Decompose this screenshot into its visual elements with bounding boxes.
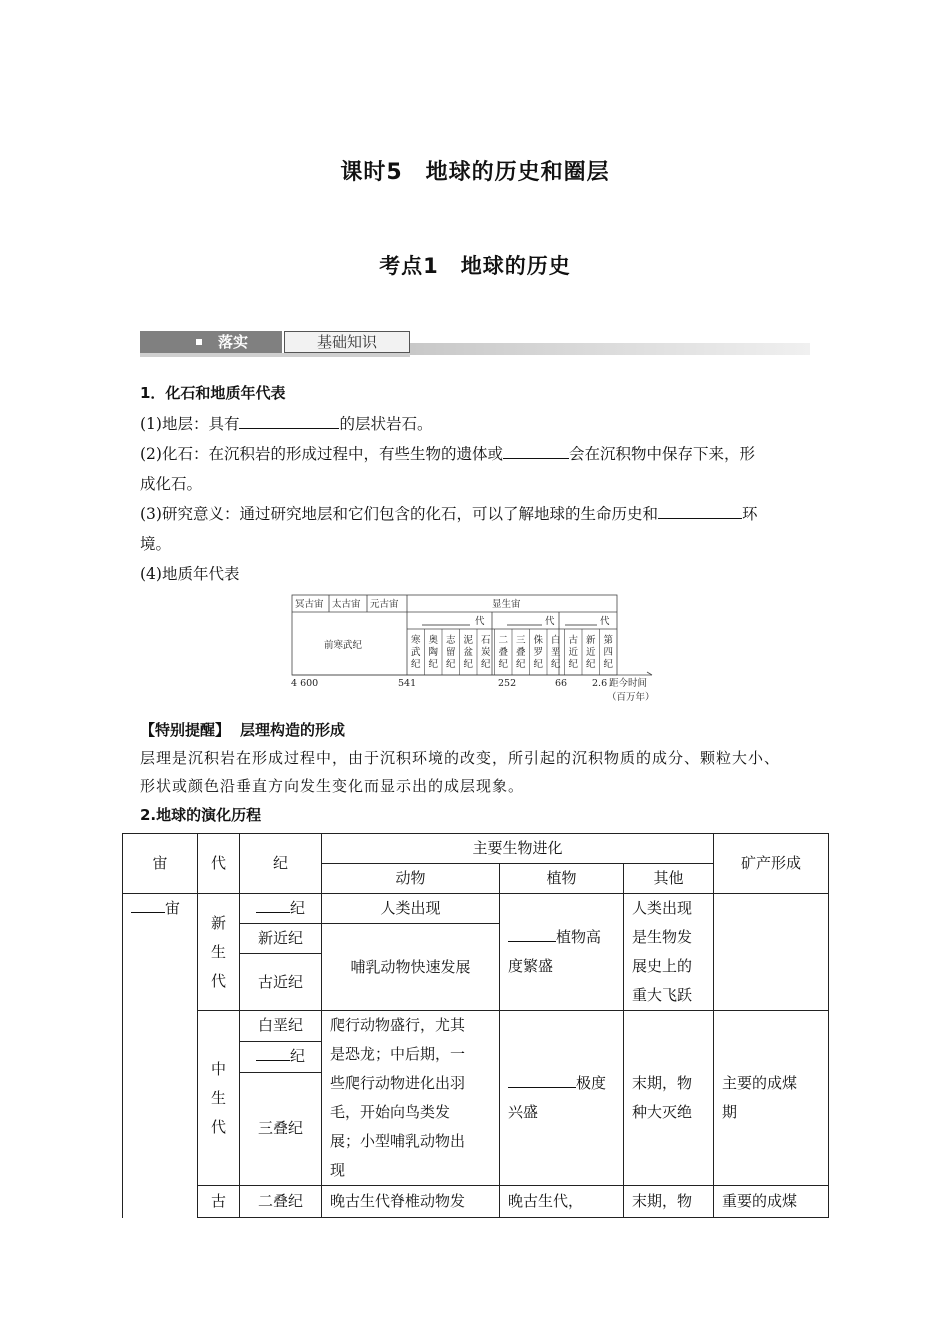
banner-gradient xyxy=(410,343,810,355)
period-label-char: 纪 xyxy=(515,659,526,670)
period-jurassic: 纪 xyxy=(240,1041,322,1072)
period-label-char: 纪 xyxy=(480,659,491,670)
period-label-char: 陶 xyxy=(428,647,439,658)
tip-heading xyxy=(140,715,812,745)
paragraph-3: (3)研究意义：通过研究地层和它们包含的化石，可以了解地球的生命历史和 环 境。 xyxy=(140,499,812,559)
section2-heading: 2.地球的演化历程 xyxy=(140,806,262,824)
period-label-char: 志 xyxy=(445,635,456,646)
era-paleozoic-label: 代 xyxy=(475,616,485,627)
period-label-char: 寒 xyxy=(410,635,421,646)
header-period: 纪 xyxy=(240,834,322,894)
period-label-char: 纪 xyxy=(585,659,596,670)
other-cenozoic: 人类出现 是生物发 展史上的 重大飞跃 xyxy=(624,894,714,1011)
eon-archean: 太古宙 xyxy=(332,599,361,610)
eon-phanerozoic: 显生宙 xyxy=(492,599,521,610)
era-mesozoic: 中 生 代 xyxy=(198,1011,240,1186)
period-label-char: 侏 xyxy=(533,635,544,646)
header-animal: 动物 xyxy=(322,864,500,894)
mineral-cenozoic xyxy=(714,894,829,1011)
mineral-paleozoic: 重要的成煤 xyxy=(714,1186,829,1218)
section-title: 考点1 地球的历史 xyxy=(379,254,571,278)
period-cretaceous: 白垩纪 xyxy=(240,1011,322,1042)
plant-paleozoic: 晚古生代， xyxy=(500,1186,624,1218)
era-cenozoic-label: 代 xyxy=(600,616,610,627)
header-era: 代 xyxy=(198,834,240,894)
mineral-mesozoic: 主要的成煤 期 xyxy=(714,1011,829,1186)
eon-proterozoic: 元古宙 xyxy=(370,599,399,610)
other-paleozoic: 末期，物 xyxy=(624,1186,714,1218)
tick-66: 66 xyxy=(555,678,568,689)
period-paleogene: 古近纪 xyxy=(240,954,322,1011)
tip-label: 【特别提醒】 xyxy=(140,721,231,739)
banner-left: 落实 xyxy=(140,331,282,353)
page-title: 课时5 地球的历史和圈层 xyxy=(340,160,610,185)
tick-2-6: 2.6 xyxy=(592,678,608,689)
plant-mesozoic: 极度 兴盛 xyxy=(500,1011,624,1186)
tick-541: 541 xyxy=(398,678,417,689)
period-label-char: 新 xyxy=(585,635,596,646)
tip-line-1: 层理是沉积岩在形成过程中，由于沉积环境的改变，所引起的沉积物质的成分、颗粒大小、 xyxy=(140,749,781,767)
period-label-char: 二 xyxy=(498,635,509,646)
period-label-char: 四 xyxy=(603,647,614,658)
geologic-timeline xyxy=(287,592,662,707)
period-label-char: 奥 xyxy=(428,635,439,646)
paragraph-1: (1)地层：具有 的层状岩石。 xyxy=(140,409,812,439)
period-label-char: 炭 xyxy=(480,647,491,658)
plant-cenozoic: 植物高 度繁盛 xyxy=(500,894,624,1011)
axis-label: 距今时间 xyxy=(609,678,648,689)
era-paleozoic: 古 xyxy=(198,1186,240,1218)
paragraph-4: (4)地质年代表 xyxy=(140,565,240,583)
era-cenozoic: 新 生 代 xyxy=(198,894,240,1011)
banner-base xyxy=(140,353,410,357)
banner-right: 基础知识 xyxy=(284,331,410,353)
header-mineral: 矿产形成 xyxy=(714,834,829,894)
period-triassic: 三叠纪 xyxy=(240,1072,322,1185)
period-label-char: 垩 xyxy=(550,647,561,658)
tip-line-2: 形状或颜色沿垂直方向发生变化而显示出的成层现象。 xyxy=(140,777,525,795)
period-label-char: 叠 xyxy=(515,647,526,658)
period-label-char: 纪 xyxy=(550,659,561,670)
precambrian-label: 前寒武纪 xyxy=(324,640,363,651)
period-label-char: 纪 xyxy=(445,659,456,670)
paragraph-2: (2)化石：在沉积岩的形成过程中，有些生物的遗体或 会在沉积物中保存下来，形 成化石。 xyxy=(140,439,812,499)
period-label-char: 石 xyxy=(480,635,491,646)
eon-hadean: 冥古宙 xyxy=(295,599,324,610)
period-label-char: 纪 xyxy=(568,659,579,670)
period-label-char: 纪 xyxy=(463,659,474,670)
tick-4600: 4 600 xyxy=(291,678,319,689)
tip-title: 层理构造的形成 xyxy=(240,721,346,739)
period-label-char: 武 xyxy=(410,647,421,658)
period-label-char: 盆 xyxy=(463,647,474,658)
section-banner xyxy=(140,331,810,357)
era-mesozoic-label: 代 xyxy=(545,616,555,627)
period-label-char: 纪 xyxy=(603,659,614,670)
period-label-char: 留 xyxy=(445,647,456,658)
header-eon: 宙 xyxy=(123,834,198,894)
period-label-char: 纪 xyxy=(428,659,439,670)
period-neogene: 新近纪 xyxy=(240,924,322,954)
animal-quaternary: 人类出现 xyxy=(322,894,500,924)
eon-cell: 宙 xyxy=(123,894,198,1218)
period-label-char: 泥 xyxy=(463,635,474,646)
timeline-svg xyxy=(287,592,662,707)
period-label-char: 纪 xyxy=(533,659,544,670)
section1-heading: 1．化石和地质年代表 xyxy=(140,384,286,402)
period-quaternary: 纪 xyxy=(240,894,322,924)
period-permian: 二叠纪 xyxy=(240,1186,322,1218)
animal-mesozoic: 爬行动物盛行，尤其 是恐龙；中后期，一 些爬行动物进化出羽 毛，开始向鸟类发 展；小型哺乳动物出 现 xyxy=(322,1011,500,1186)
period-label-char: 三 xyxy=(515,635,526,646)
header-other: 其他 xyxy=(624,864,714,894)
period-label-char: 叠 xyxy=(498,647,509,658)
period-label-char: 古 xyxy=(568,635,579,646)
animal-paleozoic: 晚古生代脊椎动物发 xyxy=(322,1186,500,1218)
period-label-char: 近 xyxy=(568,647,579,658)
evolution-table xyxy=(122,833,829,1218)
tick-252: 252 xyxy=(498,678,517,689)
other-mesozoic: 末期，物 种大灭绝 xyxy=(624,1011,714,1186)
period-label-char: 第 xyxy=(603,635,614,646)
header-bio: 主要生物进化 xyxy=(322,834,714,864)
header-plant: 植物 xyxy=(500,864,624,894)
period-label-char: 纪 xyxy=(498,659,509,670)
period-label-char: 罗 xyxy=(533,647,544,658)
period-label-char: 纪 xyxy=(410,659,421,670)
square-icon xyxy=(196,339,202,345)
animal-mammal: 哺乳动物快速发展 xyxy=(322,924,500,1011)
period-label-char: 白 xyxy=(550,635,561,646)
axis-unit: （百万年） xyxy=(607,692,655,703)
period-label-char: 近 xyxy=(585,647,596,658)
